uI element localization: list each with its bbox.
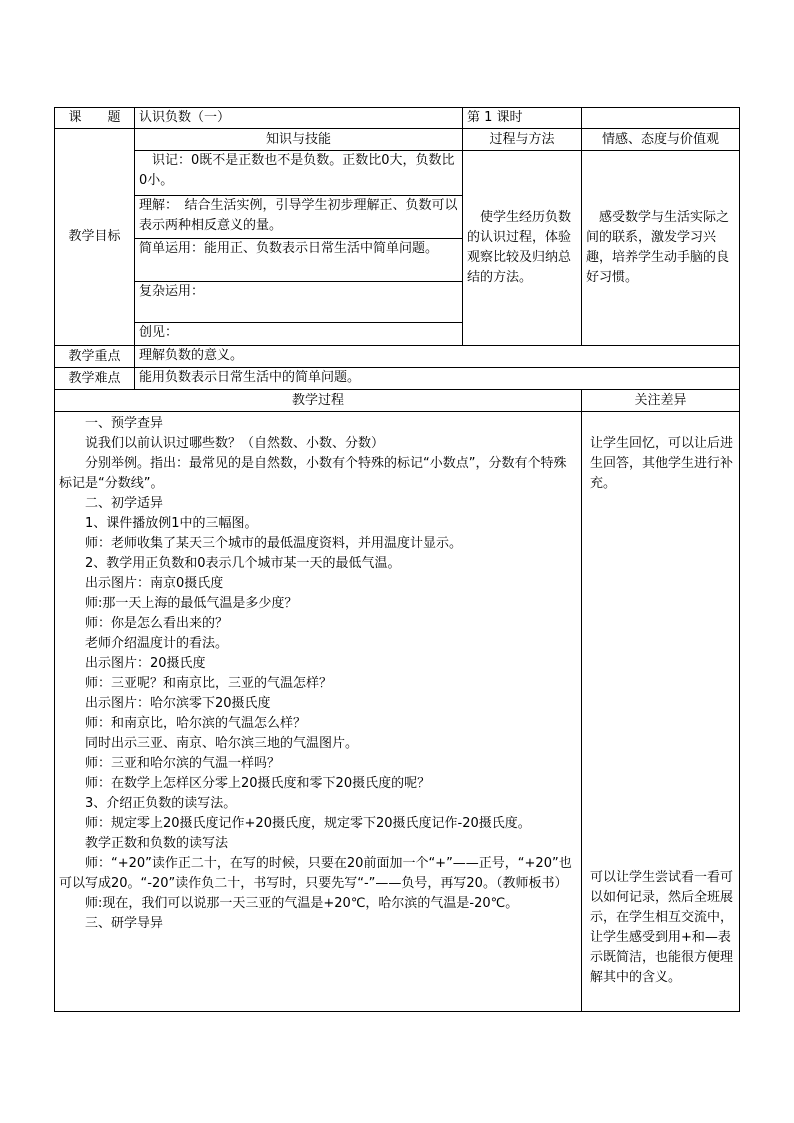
- knowledge-item: 识记：0既不是正数也不是负数。正数比0大，负数比0小。: [135, 151, 462, 196]
- key-point-label: 教学重点: [55, 346, 135, 368]
- process-paragraph: 师：在数学上怎样区分零上20摄氏度和零下20摄氏度的呢？: [85, 776, 431, 791]
- lesson-value: [582, 108, 740, 129]
- process-paragraph: 老师介绍温度计的看法。: [85, 636, 229, 651]
- difficulty-label: 教学难点: [55, 368, 135, 390]
- knowledge-item: 理解： 结合生活实例，引导学生初步理解正、负数可以表示两种相反意义的量。: [135, 196, 462, 239]
- objectives-header-row: [55, 129, 740, 151]
- process-paragraph: 师:那一天上海的最低气温是多少度？: [85, 596, 298, 611]
- diff-section-header: 关注差异: [582, 390, 740, 412]
- process-paragraph: 2、教学用正负数和0表示几个城市某一天的最低气温。: [85, 556, 401, 571]
- process-header: 过程与方法: [463, 129, 582, 151]
- course-title: 认识负数（一）: [135, 108, 463, 129]
- process-paragraph: 师：规定零上20摄氏度记作+20摄氏度，规定零下20摄氏度记作-20摄氏度。: [85, 816, 531, 831]
- difficulty-row: [55, 368, 740, 390]
- process-paragraph: 师：“+20”读作正二十，在写的时候，只要在20前面加一个“+”——正号，“+20”也可以写成20。“-20”读作负二十，书写时，只要先写“-”——负号，再写20。（教师板书）: [59, 856, 572, 891]
- key-point-value: 理解负数的意义。: [135, 346, 740, 368]
- process-paragraph: 师：你是怎么看出来的？: [85, 616, 229, 631]
- emotion-text: 感受数学与生活实际之间的联系，激发学习兴趣，培养学生动手脑的良好习惯。: [582, 151, 740, 346]
- process-paragraph: 二、初学适异: [85, 496, 164, 511]
- process-paragraph: 三、研学导异: [85, 916, 164, 931]
- objectives-body-row: [55, 151, 740, 346]
- lesson-label: 第 1 课时: [463, 108, 582, 129]
- process-paragraph: 师:现在，我们可以说那一天三亚的气温是+20℃，哈尔滨的气温是-20℃。: [85, 896, 519, 911]
- process-paragraph: 师：和南京比，哈尔滨的气温怎么样？: [85, 716, 307, 731]
- process-body-row: [55, 412, 740, 1012]
- process-text: 使学生经历负数的认识过程，体验观察比较及归纳总结的方法。: [463, 151, 582, 346]
- emotion-header: 情感、态度与价值观: [582, 129, 740, 151]
- difficulty-value: 能用负数表示日常生活中的简单问题。: [135, 368, 740, 390]
- process-paragraph: 师：老师收集了某天三个城市的最低温度资料，并用温度计显示。: [85, 536, 463, 551]
- knowledge-item: 复杂运用：: [135, 282, 462, 323]
- process-paragraph: 分别举例。指出：最常见的是自然数，小数有个特殊的标记“小数点”，分数有个特殊标记是“分数线”。: [59, 456, 567, 491]
- header-row: [55, 108, 740, 129]
- key-point-row: [55, 346, 740, 368]
- lesson-plan-table: [54, 107, 740, 1012]
- diff-note: 让学生回忆，可以让后进生回答，其他学生进行补充。: [590, 436, 734, 491]
- process-paragraph: 出示图片：哈尔滨零下20摄氏度: [85, 696, 271, 711]
- process-paragraph: 一、预学查异: [85, 416, 164, 431]
- process-paragraph: 1、课件播放例1中的三幅图。: [85, 516, 258, 531]
- knowledge-header: 知识与技能: [135, 129, 463, 151]
- process-paragraph: 师：三亚呢？和南京比，三亚的气温怎样？: [85, 676, 333, 691]
- knowledge-item: 简单运用：能用正、负数表示日常生活中简单问题。: [135, 239, 462, 282]
- process-section-header: 教学过程: [55, 390, 582, 412]
- diff-note: 可以让学生尝试看一看可以如何记录，然后全班展示，在学生相互交流中，让学生感受到用+和—表示既简洁，也能很方便理解其中的含义。: [590, 870, 734, 985]
- process-paragraph: 出示图片：南京0摄氏度: [85, 576, 224, 591]
- process-paragraph: 3、介绍正负数的读写法。: [85, 796, 237, 811]
- course-label: 课 题: [55, 108, 135, 129]
- process-paragraph: 教学正数和负数的读写法: [85, 836, 229, 851]
- knowledge-item: 创见：: [139, 325, 179, 340]
- process-paragraph: 说我们以前认识过哪些数？（自然数、小数、分数）: [85, 436, 385, 451]
- process-header-row: [55, 390, 740, 412]
- objectives-label: 教学目标: [55, 129, 135, 346]
- process-paragraph: 师：三亚和哈尔滨的气温一样吗？: [85, 756, 281, 771]
- process-content: [55, 412, 582, 1012]
- knowledge-cell: [135, 151, 463, 346]
- process-paragraph: 出示图片：20摄氏度: [85, 656, 206, 671]
- diff-notes-cell: [582, 412, 740, 1012]
- process-paragraph: 同时出示三亚、南京、哈尔滨三地的气温图片。: [85, 736, 359, 751]
